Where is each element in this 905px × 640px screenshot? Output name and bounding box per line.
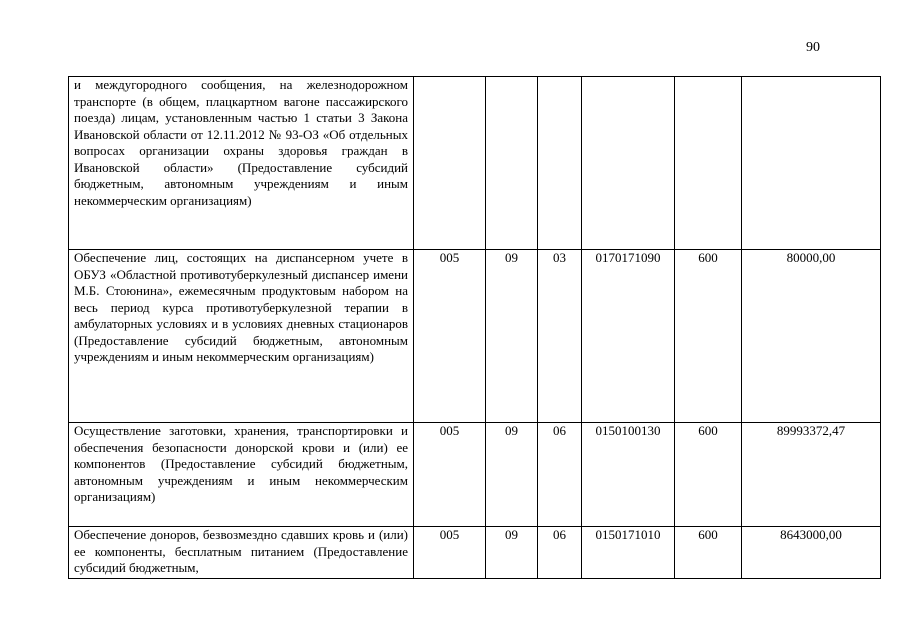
row-amount: 80000,00 <box>742 250 881 423</box>
row-admin-code <box>414 77 486 250</box>
row-description: Обеспечение доноров, безвозмездно сдавших кровь и (или) ее компоненты, бесплатным питанием (Предоставление субсидий бюджетным, <box>69 527 414 579</box>
row-expense-type: 600 <box>675 423 742 527</box>
row-subsection-code: 06 <box>538 423 582 527</box>
table-row <box>69 527 881 579</box>
page-number: 90 <box>806 40 820 55</box>
row-target-article <box>582 77 675 250</box>
row-expense-type: 600 <box>675 527 742 579</box>
row-admin-code: 005 <box>414 423 486 527</box>
table-row <box>69 423 881 527</box>
row-description: и междугородного сообщения, на железнодорожном транспорте (в общем, плацкартном вагоне пассажирского поезда) лицам, установленным частью 1 статьи 3 Закона Ивановской области от 12.11.2012 № 93-ОЗ «Об отдельных вопросах организации охраны здоровья граждан в Ивановской области» (Предоставление субсидий бюджетным, автономным учреждениям и иным некоммерческим организациям) <box>69 77 414 250</box>
row-section-code: 09 <box>486 250 538 423</box>
row-description: Обеспечение лиц, состоящих на диспансерном учете в ОБУЗ «Областной противотуберкулезный диспансер имени М.Б. Стоюнина», ежемесячным продуктовым набором на весь период курса противотуберкулезной терапии в амбулаторных условиях и в условиях дневных стационаров (Предоставление субсидий бюджетным, автономным учреждениям и иным некоммерческим организациям) <box>69 250 414 423</box>
row-target-article: 0150100130 <box>582 423 675 527</box>
row-amount: 89993372,47 <box>742 423 881 527</box>
row-description: Осуществление заготовки, хранения, транспортировки и обеспечения безопасности донорской крови и (или) ее компонентов (Предоставление субсидий бюджетным, автономным учреждениям и иным некоммерческим организациям) <box>69 423 414 527</box>
row-section-code: 09 <box>486 527 538 579</box>
row-amount: 8643000,00 <box>742 527 881 579</box>
row-subsection-code: 03 <box>538 250 582 423</box>
row-subsection-code <box>538 77 582 250</box>
row-expense-type: 600 <box>675 250 742 423</box>
budget-table <box>68 76 881 579</box>
row-target-article: 0150171010 <box>582 527 675 579</box>
row-section-code: 09 <box>486 423 538 527</box>
row-admin-code: 005 <box>414 250 486 423</box>
row-subsection-code: 06 <box>538 527 582 579</box>
table-row <box>69 77 881 250</box>
row-amount <box>742 77 881 250</box>
row-target-article: 0170171090 <box>582 250 675 423</box>
row-admin-code: 005 <box>414 527 486 579</box>
table-row <box>69 250 881 423</box>
row-expense-type <box>675 77 742 250</box>
row-section-code <box>486 77 538 250</box>
